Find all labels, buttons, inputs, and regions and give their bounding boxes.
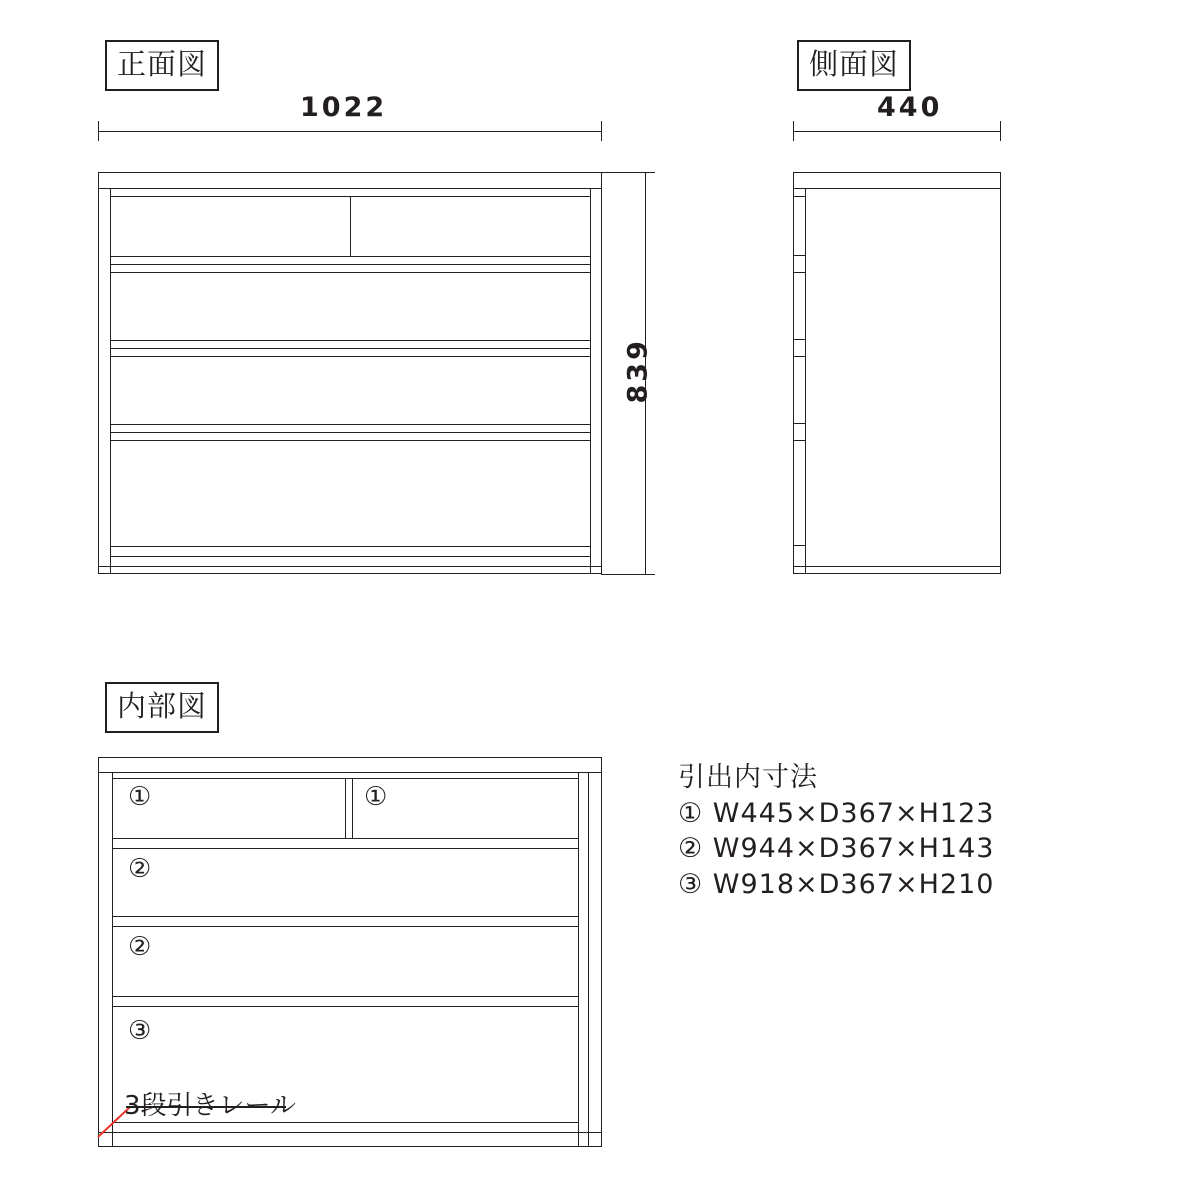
front-width-dimension-label: 1022 [300, 92, 388, 123]
internal-row2-bottom [112, 916, 578, 917]
internal-right-inner-wall2 [578, 772, 579, 1147]
front-drawer2-rail [110, 348, 590, 349]
internal-badge-2a: ② [128, 854, 152, 884]
internal-badge-1b: ① [364, 782, 388, 812]
front-width-dim-tick-left [98, 121, 99, 141]
internal-view-title: 内部図 [105, 682, 219, 733]
front-top-plate-line [98, 188, 602, 189]
internal-right-inner-wall [588, 772, 589, 1147]
internal-row3-top [112, 926, 578, 927]
front-view-title: 正面図 [105, 40, 219, 91]
front-left-inner-wall [110, 188, 111, 574]
front-drawer1-bottom [110, 256, 590, 257]
spec-item-3: ③ W918×D367×H210 [678, 868, 995, 900]
side-top-plate-line [793, 188, 1001, 189]
front-drawer4-top [110, 440, 590, 441]
internal-row1-bottom [112, 838, 578, 839]
rail-note-label: 3段引きレール [124, 1091, 297, 1121]
side-depth-dimension-label: 440 [877, 92, 943, 123]
front-height-ext-line-top [601, 172, 647, 173]
internal-row2-top [112, 848, 578, 849]
side-drawer2-front [793, 272, 805, 340]
front-height-ext-line-bottom [601, 574, 647, 575]
spec-item-1: ① W445×D367×H123 [678, 797, 995, 829]
side-drawer4-front [793, 440, 805, 546]
internal-row1-divider-a [345, 778, 346, 838]
front-drawer3-rail [110, 432, 590, 433]
front-drawer4-rail [110, 556, 590, 557]
front-drawer1-rail [110, 264, 590, 265]
internal-row4-top [112, 1006, 578, 1007]
internal-badge-1a: ① [128, 782, 152, 812]
side-drawer3-front [793, 356, 805, 424]
spec-heading: 引出内寸法 [678, 762, 818, 793]
side-drawer1-front [793, 196, 805, 256]
side-front-inner-line [805, 188, 806, 574]
internal-row3-bottom [112, 996, 578, 997]
side-depth-dim-tick-left [793, 121, 794, 141]
front-right-inner-wall [590, 188, 591, 574]
front-height-dimension-label: 839 [622, 338, 654, 404]
internal-row1-divider-b [352, 778, 353, 838]
internal-badge-3: ③ [128, 1016, 152, 1046]
front-width-dim-line [98, 131, 602, 132]
front-drawer3-bottom [110, 424, 590, 425]
front-drawer1-divider [350, 196, 351, 256]
front-base-line [98, 566, 602, 567]
front-width-dim-tick-right [601, 121, 602, 141]
internal-badge-2b: ② [128, 932, 152, 962]
side-depth-dim-line [793, 131, 1001, 132]
side-view-title: 側面図 [797, 40, 911, 91]
front-height-dim-line [645, 172, 646, 574]
front-drawer2-top [110, 272, 590, 273]
side-base-line [793, 566, 1001, 567]
internal-top-plate-line [98, 772, 602, 773]
side-cabinet-body [793, 172, 1001, 574]
side-depth-dim-tick-right [1000, 121, 1001, 141]
front-drawer3-top [110, 356, 590, 357]
front-drawer4-bottom [110, 546, 590, 547]
front-drawer2-bottom [110, 340, 590, 341]
drawer-spec-block [678, 760, 994, 903]
spec-item-2: ② W944×D367×H143 [678, 833, 995, 865]
